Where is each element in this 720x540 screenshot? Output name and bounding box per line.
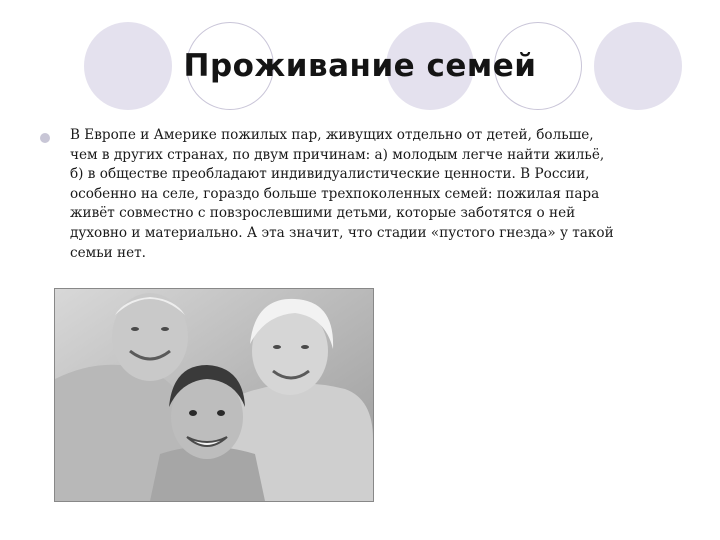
- body-line: духовно и материально. А эта значит, что стадии «пустого гнезда» у такой: [70, 224, 614, 241]
- body-line: особенно на селе, гораздо больше трехпоколенных семей: пожилая пара: [70, 185, 600, 202]
- body-line: б) в обществе преобладают индивидуалистические ценности. В России,: [70, 166, 590, 183]
- body-line: В Европе и Америке пожилых пар, живущих отдельно от детей, больше,: [70, 127, 594, 143]
- body-line: чем в других странах, по двум причинам: а) молодым легче найти жильё,: [70, 146, 605, 163]
- slide-body-text: [70, 126, 685, 263]
- bullet-icon: [40, 133, 50, 143]
- body-line: живёт совместно с повзрослевшими детьми, которые заботятся о ней: [70, 205, 576, 222]
- family-photo: [54, 288, 374, 502]
- slide-title: Проживание семей: [183, 48, 537, 84]
- body-line: семьи нет.: [70, 244, 146, 261]
